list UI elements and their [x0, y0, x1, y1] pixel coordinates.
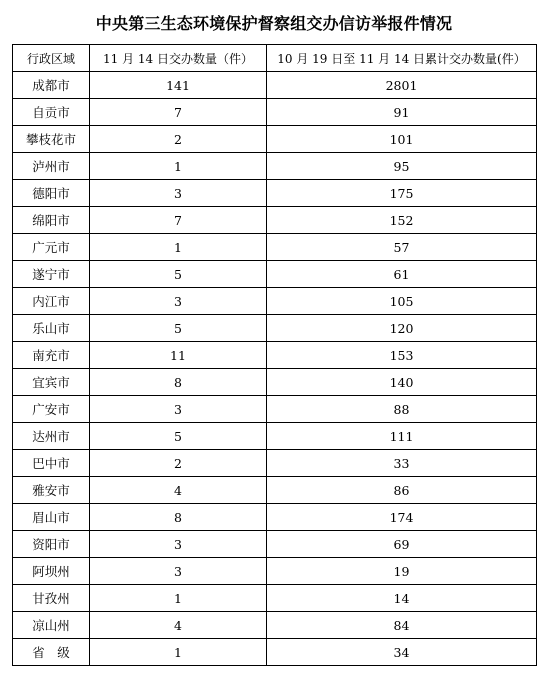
cumulative-count-cell: 95	[267, 153, 537, 180]
cumulative-count-cell: 140	[267, 369, 537, 396]
table-row	[13, 126, 537, 153]
table-row	[13, 558, 537, 585]
cumulative-count-cell: 57	[267, 234, 537, 261]
region-cell: 绵阳市	[13, 207, 90, 234]
table-row	[13, 180, 537, 207]
table-row	[13, 639, 537, 666]
daily-count-cell: 7	[90, 99, 267, 126]
cumulative-count-cell: 91	[267, 99, 537, 126]
table-row	[13, 288, 537, 315]
cumulative-count-cell: 153	[267, 342, 537, 369]
region-cell: 宜宾市	[13, 369, 90, 396]
table-row	[13, 342, 537, 369]
daily-count-cell: 3	[90, 288, 267, 315]
daily-count-cell: 1	[90, 234, 267, 261]
table-row	[13, 396, 537, 423]
region-cell: 德阳市	[13, 180, 90, 207]
cumulative-count-cell: 69	[267, 531, 537, 558]
page-title: 中央第三生态环境保护督察组交办信访举报件情况	[95, 14, 453, 33]
daily-count-cell: 2	[90, 450, 267, 477]
daily-count-cell: 7	[90, 207, 267, 234]
daily-count-cell: 4	[90, 612, 267, 639]
cumulative-count-cell: 14	[267, 585, 537, 612]
region-cell: 遂宁市	[13, 261, 90, 288]
region-cell: 攀枝花市	[13, 126, 90, 153]
cumulative-count-cell: 61	[267, 261, 537, 288]
table-row	[13, 315, 537, 342]
daily-count-cell: 1	[90, 585, 267, 612]
region-cell: 凉山州	[13, 612, 90, 639]
cumulative-count-cell: 175	[267, 180, 537, 207]
cumulative-count-cell: 174	[267, 504, 537, 531]
cumulative-count-cell: 101	[267, 126, 537, 153]
daily-count-cell: 11	[90, 342, 267, 369]
cumulative-count-cell: 19	[267, 558, 537, 585]
cumulative-count-cell: 111	[267, 423, 537, 450]
table-row	[13, 261, 537, 288]
cumulative-count-cell: 120	[267, 315, 537, 342]
table-row	[13, 504, 537, 531]
region-cell: 雅安市	[13, 477, 90, 504]
region-cell: 巴中市	[13, 450, 90, 477]
region-cell: 成都市	[13, 72, 90, 99]
daily-count-cell: 2	[90, 126, 267, 153]
table-row	[13, 585, 537, 612]
cumulative-count-cell: 152	[267, 207, 537, 234]
header-daily-count: 11 月 14 日交办数量（件）	[90, 45, 267, 72]
daily-count-cell: 1	[90, 153, 267, 180]
daily-count-cell: 8	[90, 369, 267, 396]
cumulative-count-cell: 33	[267, 450, 537, 477]
table-row	[13, 612, 537, 639]
table-row	[13, 153, 537, 180]
header-cumulative-count: 10 月 19 日至 11 月 14 日累计交办数量(件）	[267, 45, 537, 72]
daily-count-cell: 3	[90, 180, 267, 207]
daily-count-cell: 3	[90, 558, 267, 585]
table-row	[13, 477, 537, 504]
daily-count-cell: 3	[90, 531, 267, 558]
table-row	[13, 369, 537, 396]
cumulative-count-cell: 88	[267, 396, 537, 423]
cumulative-count-cell: 2801	[267, 72, 537, 99]
table-row	[13, 234, 537, 261]
daily-count-cell: 5	[90, 423, 267, 450]
cumulative-count-cell: 84	[267, 612, 537, 639]
region-cell: 省 级	[13, 639, 90, 666]
region-cell: 泸州市	[13, 153, 90, 180]
region-cell: 广安市	[13, 396, 90, 423]
header-region: 行政区域	[13, 45, 90, 72]
daily-count-cell: 5	[90, 315, 267, 342]
table-row	[13, 450, 537, 477]
table-body	[13, 72, 537, 666]
region-cell: 自贡市	[13, 99, 90, 126]
daily-count-cell: 8	[90, 504, 267, 531]
table-row	[13, 207, 537, 234]
region-cell: 内江市	[13, 288, 90, 315]
cumulative-count-cell: 34	[267, 639, 537, 666]
region-cell: 乐山市	[13, 315, 90, 342]
region-cell: 阿坝州	[13, 558, 90, 585]
cumulative-count-cell: 86	[267, 477, 537, 504]
daily-count-cell: 5	[90, 261, 267, 288]
region-cell: 广元市	[13, 234, 90, 261]
table-row	[13, 423, 537, 450]
region-cell: 眉山市	[13, 504, 90, 531]
table-row	[13, 72, 537, 99]
daily-count-cell: 3	[90, 396, 267, 423]
cumulative-count-cell: 105	[267, 288, 537, 315]
region-cell: 甘孜州	[13, 585, 90, 612]
daily-count-cell: 1	[90, 639, 267, 666]
region-cell: 达州市	[13, 423, 90, 450]
region-cell: 南充市	[13, 342, 90, 369]
daily-count-cell: 4	[90, 477, 267, 504]
complaints-table	[12, 44, 537, 666]
table-header-row	[13, 45, 537, 72]
daily-count-cell: 141	[90, 72, 267, 99]
region-cell: 资阳市	[13, 531, 90, 558]
table-row	[13, 531, 537, 558]
table-row	[13, 99, 537, 126]
